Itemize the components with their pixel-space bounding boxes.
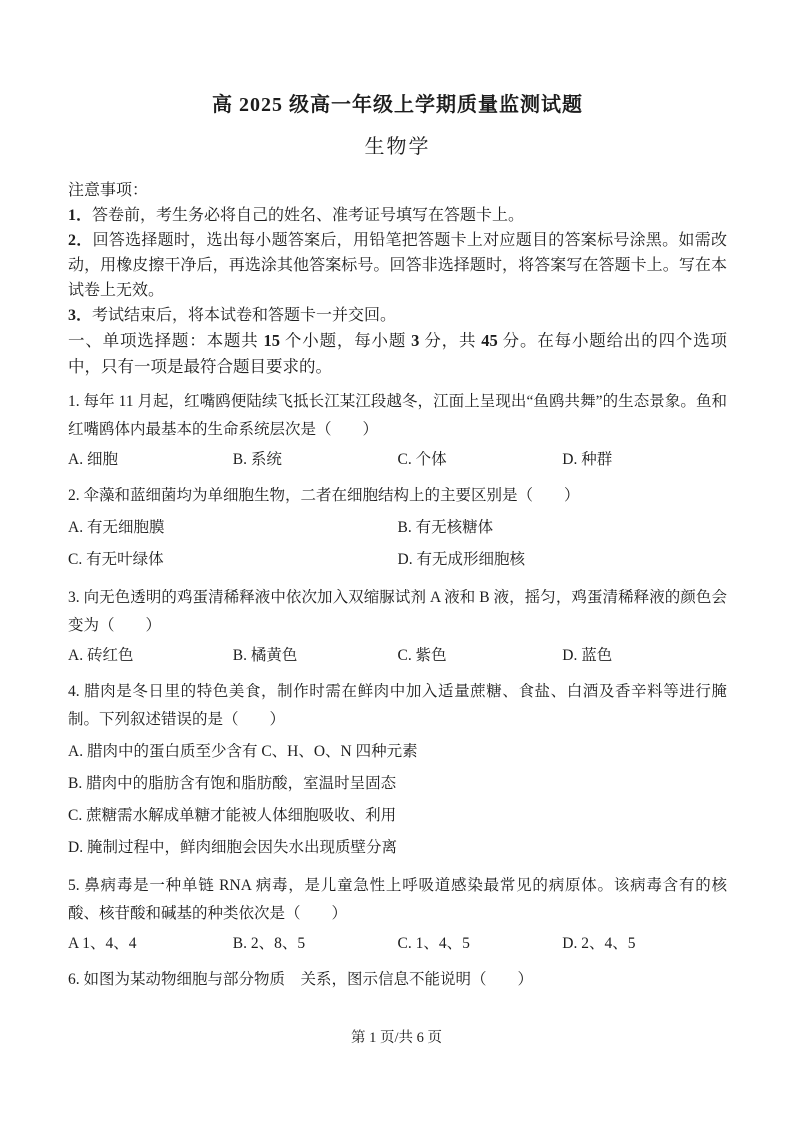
notice-item-1-text: 答卷前，考生务必将自己的姓名、准考证号填写在答题卡上。 bbox=[92, 207, 525, 224]
notice-item-3 bbox=[68, 303, 727, 328]
option-b: B. 橘黄色 bbox=[232, 647, 298, 664]
question-5-stem: 5. 鼻病毒是一种单链 RNA 病毒，是儿童急性上呼吸道感染最常见的病原体。该病毒含有的核酸、核苷酸和碱基的种类依次是（ ） bbox=[68, 877, 727, 922]
question-1-options bbox=[68, 446, 727, 474]
option-b: B. 腊肉中的脂肪含有饱和脂肪酸，室温时呈固态 bbox=[68, 775, 397, 792]
section-text-3: 分，共 bbox=[419, 331, 482, 350]
option-a: A. 腊肉中的蛋白质至少含有 C、H、O、N 四种元素 bbox=[68, 743, 418, 760]
option-d: D. 有无成形细胞核 bbox=[397, 551, 525, 568]
question-1 bbox=[68, 388, 727, 474]
option-d: D. 种群 bbox=[562, 451, 613, 468]
notice-item-2-text: 回答选择题时，选出每小题答案后，用铅笔把答题卡上对应题目的答案标号涂黑。如需改动，用橡皮擦干净后，再选涂其他答案标号。回答非选择题时，将答案写在答题卡上。写在本试卷上无效。 bbox=[68, 232, 727, 299]
notice-item-2 bbox=[68, 228, 727, 303]
option-c: C. 紫色 bbox=[397, 647, 447, 664]
question-4-options bbox=[68, 736, 727, 864]
section-points-each: 3 bbox=[411, 331, 420, 350]
notice-item-1-number: 1． bbox=[68, 207, 93, 224]
section-count-questions: 15 bbox=[263, 331, 280, 350]
question-3-stem: 3. 向无色透明的鸡蛋清稀释液中依次加入双缩脲试剂 A 液和 B 液，摇匀，鸡蛋清稀释液的颜色会变为（ ） bbox=[68, 589, 727, 634]
notice-item-3-text: 考试结束后，将本试卷和答题卡一并交回。 bbox=[92, 307, 397, 324]
title-year: 2025 bbox=[239, 94, 283, 116]
option-a: A 1、4、4 bbox=[68, 935, 137, 952]
option-a: A. 有无细胞膜 bbox=[68, 519, 165, 536]
question-4 bbox=[68, 678, 727, 864]
option-b: B. 有无核糖体 bbox=[397, 519, 494, 536]
option-c: C. 蔗糖需水解成单糖才能被人体细胞吸收、利用 bbox=[68, 807, 397, 824]
subject-title: 生物学 bbox=[364, 136, 431, 158]
option-c: C. 1、4、5 bbox=[397, 935, 470, 952]
title-text-post: 级高一年级上学期质量监测试题 bbox=[283, 94, 583, 116]
option-d: D. 蓝色 bbox=[562, 647, 613, 664]
question-1-stem: 1. 每年 11 月起，红嘴鸥便陆续飞抵长江某江段越冬，江面上呈现出“鱼鸥共舞”的生态景象。鱼和红嘴鸥体内最基本的生命系统层次是（ ） bbox=[68, 393, 727, 438]
question-6-stem: 6. 如图为某动物细胞与部分物质 关系，图示信息不能说明（ ） bbox=[68, 971, 534, 988]
title-text-pre: 高 bbox=[212, 94, 239, 116]
section-text-2: 个小题，每小题 bbox=[279, 331, 412, 350]
notice-item-1 bbox=[68, 203, 727, 228]
question-3-options bbox=[68, 642, 727, 670]
notice-heading: 注意事项： bbox=[68, 182, 149, 199]
option-a: A. 砖红色 bbox=[68, 647, 134, 664]
section-text-1: 一、单项选择题：本题共 bbox=[68, 331, 264, 350]
option-b: B. 系统 bbox=[232, 451, 282, 468]
question-2-options bbox=[68, 512, 727, 576]
question-3 bbox=[68, 584, 727, 670]
section-text-4: 分。在每小题给出的四个选项中，只有一项是最符合题目要求的。 bbox=[68, 331, 728, 376]
page-number-footer: 第 1 页/共 6 页 bbox=[350, 1030, 443, 1046]
section-points-total: 45 bbox=[481, 331, 498, 350]
question-5 bbox=[68, 872, 727, 958]
question-4-stem: 4. 腊肉是冬日里的特色美食，制作时需在鲜肉中加入适量蔗糖、食盐、白酒及香辛料等进行腌制。下列叙述错误的是（ ） bbox=[68, 683, 727, 728]
question-2-stem: 2. 伞藻和蓝细菌均为单细胞生物，二者在细胞结构上的主要区别是（ ） bbox=[68, 487, 580, 504]
question-6 bbox=[68, 966, 727, 994]
option-d: D. 2、4、5 bbox=[562, 935, 636, 952]
option-c: C. 个体 bbox=[397, 451, 447, 468]
notice-item-2-number: 2． bbox=[68, 232, 93, 249]
question-2 bbox=[68, 482, 727, 576]
question-5-options bbox=[68, 930, 727, 958]
option-c: C. 有无叶绿体 bbox=[68, 551, 164, 568]
section-heading bbox=[68, 328, 727, 380]
option-d: D. 腌制过程中，鲜肉细胞会因失水出现质壁分离 bbox=[68, 839, 397, 856]
page-title bbox=[68, 92, 727, 118]
notice-item-3-number: 3． bbox=[68, 307, 93, 324]
option-b: B. 2、8、5 bbox=[232, 935, 306, 952]
option-a: A. 细胞 bbox=[68, 451, 118, 468]
